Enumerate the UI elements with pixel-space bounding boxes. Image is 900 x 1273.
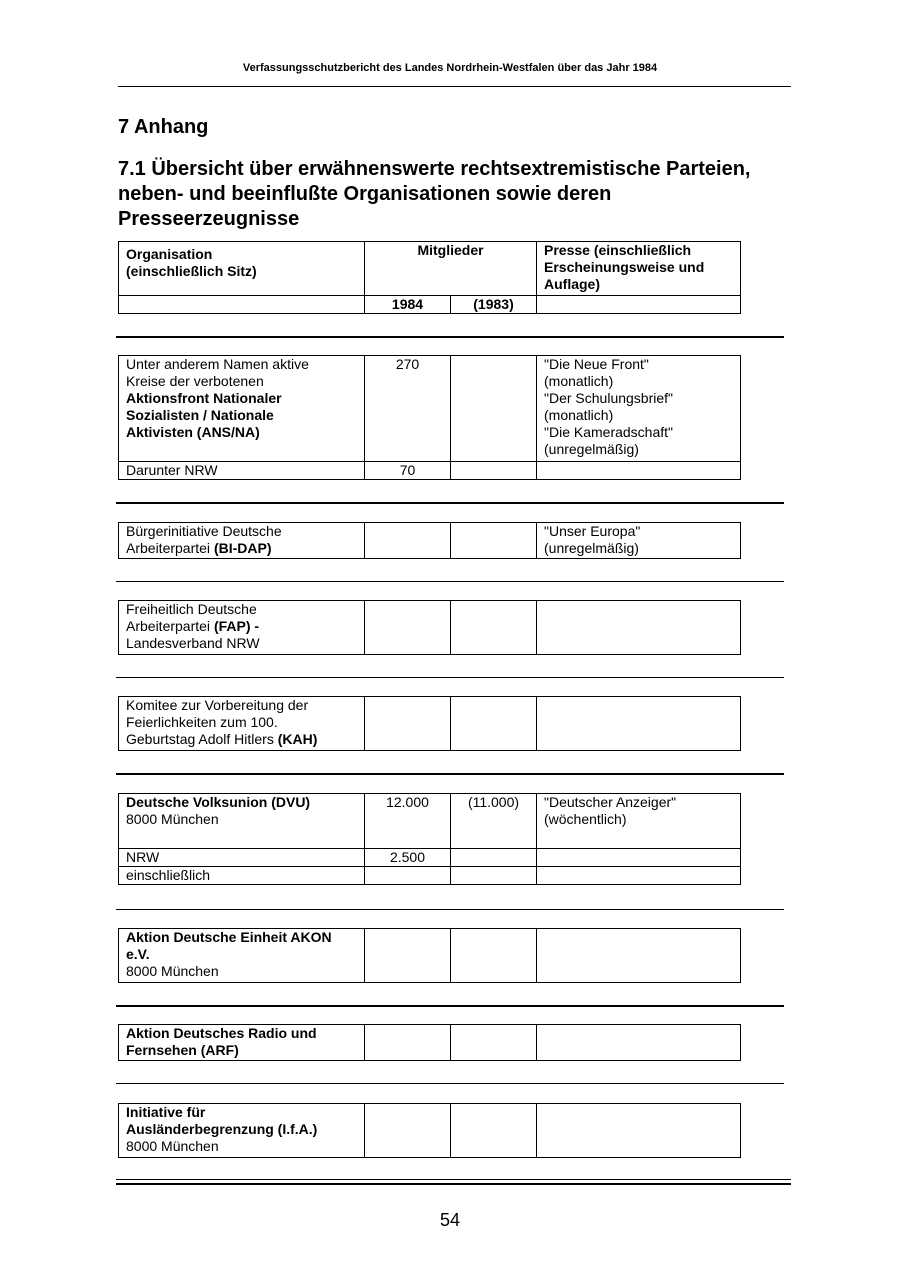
- header-press-line2: Erscheinungsweise und: [544, 259, 705, 275]
- press-cell: [537, 697, 741, 751]
- org-text: Freiheitlich Deutsche: [126, 601, 257, 617]
- members-1984-cell: 12.000: [365, 794, 451, 849]
- header-org-line2: (einschließlich Sitz): [126, 263, 257, 279]
- org-text: Kreise der verbotenen: [126, 373, 264, 389]
- section-separator: [116, 336, 784, 338]
- org-name: Deutsche Volksunion (DVU): [126, 794, 311, 810]
- sub-row-press: [537, 849, 741, 867]
- page-number: 54: [439, 1210, 461, 1230]
- sub-row-label: Darunter NRW: [119, 462, 365, 480]
- sub-row-press: [537, 462, 741, 480]
- org-name: Aktivisten (ANS/NA): [126, 424, 260, 440]
- sub-row-1984: 2.500: [365, 849, 451, 867]
- org-cell: [119, 794, 365, 849]
- members-1984-cell: [365, 697, 451, 751]
- header-press-line1: Presse (einschließlich: [544, 242, 692, 258]
- org-cell: [119, 697, 365, 751]
- running-header: Verfassungsschutzbericht des Landes Nordrhein-Westfalen über das Jahr 1984: [242, 62, 658, 74]
- section-separator: [116, 502, 784, 504]
- org-name: e.V.: [126, 946, 150, 962]
- header-org-line1: Organisation: [126, 246, 213, 262]
- members-1983-cell: (11.000): [451, 794, 537, 849]
- press-title: "Der Schulungsbrief": [544, 390, 674, 406]
- members-1984-cell: [365, 1104, 451, 1158]
- table-fap: [118, 600, 741, 655]
- org-text: Landesverband NRW: [126, 635, 260, 651]
- org-cell: [119, 929, 365, 983]
- org-text: [126, 618, 364, 635]
- org-abbreviation: (KAH): [277, 731, 318, 747]
- org-cell: [119, 601, 365, 655]
- header-press-line3: Auflage): [544, 276, 600, 292]
- press-title: "Die Kameradschaft": [544, 424, 673, 440]
- header-rule: [118, 86, 791, 87]
- members-1983-cell: [451, 1104, 537, 1158]
- org-cell: [119, 1104, 365, 1158]
- section-heading: 7.1 Übersicht über erwähnenswerte rechtsextremistische Parteien, neben- und beeinflußte Organisationen sowie deren Presseerzeugnisse: [118, 158, 751, 230]
- table-arf: [118, 1024, 741, 1061]
- org-text: Arbeiterpartei: [126, 540, 214, 556]
- table-header: [118, 241, 741, 314]
- press-cell: [537, 794, 741, 849]
- org-text: Feierlichkeiten zum 100.: [126, 714, 278, 730]
- sub-row-1984: 70: [365, 462, 451, 480]
- table-kah: [118, 696, 741, 751]
- press-title: "Unser Europa": [544, 523, 641, 539]
- org-text: Komitee zur Vorbereitung der: [126, 697, 309, 713]
- section-separator: [116, 581, 784, 582]
- press-cell: [537, 929, 741, 983]
- sub-row-1983: [451, 462, 537, 480]
- press-cell: [537, 1025, 741, 1061]
- press-title: "Deutscher Anzeiger": [544, 794, 677, 810]
- org-cell: [119, 356, 365, 462]
- footer-rule: [116, 1179, 791, 1180]
- press-frequency: (monatlich): [544, 373, 614, 389]
- org-text: [126, 540, 364, 557]
- members-1983-cell: [451, 697, 537, 751]
- table-dvu: [118, 793, 741, 885]
- org-name: Aktion Deutsches Radio und: [126, 1025, 317, 1041]
- chapter-heading: 7 Anhang: [118, 116, 209, 138]
- members-1984-cell: [365, 523, 451, 559]
- sub-row-1983: [451, 867, 537, 885]
- header-empty-cell: [119, 296, 365, 314]
- org-text: Arbeiterpartei: [126, 618, 214, 634]
- press-frequency: (wöchentlich): [544, 811, 627, 827]
- org-name: Aktion Deutsche Einheit AKON: [126, 929, 332, 945]
- members-1983-cell: [451, 523, 537, 559]
- press-frequency: (unregelmäßig): [544, 441, 639, 457]
- org-abbreviation: (FAP) -: [213, 618, 260, 634]
- org-cell: [119, 523, 365, 559]
- press-cell: [537, 523, 741, 559]
- press-cell: [537, 601, 741, 655]
- sub-row-label: NRW: [119, 849, 365, 867]
- org-cell: [119, 1025, 365, 1061]
- members-1983-cell: [451, 1025, 537, 1061]
- header-organisation: [119, 242, 365, 296]
- members-1984-cell: [365, 601, 451, 655]
- sub-row-label: einschließlich: [119, 867, 365, 885]
- org-abbreviation: (BI-DAP): [213, 540, 272, 556]
- members-1984-cell: 270: [365, 356, 451, 462]
- org-text: Geburtstag Adolf Hitlers: [126, 731, 278, 747]
- press-cell: [537, 1104, 741, 1158]
- press-cell: [537, 356, 741, 462]
- press-frequency: (monatlich): [544, 407, 614, 423]
- members-1984-cell: [365, 1025, 451, 1061]
- press-frequency: (unregelmäßig): [544, 540, 639, 556]
- header-year-1983: (1983): [451, 296, 537, 314]
- table-ans-na: [118, 355, 741, 480]
- members-1984-cell: [365, 929, 451, 983]
- section-separator: [116, 1083, 784, 1084]
- org-name: Initiative für: [126, 1104, 206, 1120]
- header-press: [537, 242, 741, 296]
- org-text: Unter anderem Namen aktive: [126, 356, 309, 372]
- org-name: Sozialisten / Nationale: [126, 407, 274, 423]
- sub-row-1984: [365, 867, 451, 885]
- section-separator: [116, 1005, 784, 1007]
- org-name: Fernsehen (ARF): [126, 1042, 239, 1058]
- org-city: 8000 München: [126, 1138, 219, 1154]
- section-separator: [116, 909, 784, 910]
- section-separator: [116, 773, 784, 775]
- press-title: "Die Neue Front": [544, 356, 649, 372]
- header-members: Mitglieder: [365, 242, 537, 296]
- header-empty-cell: [537, 296, 741, 314]
- table-akon: [118, 928, 741, 983]
- org-city: 8000 München: [126, 811, 219, 827]
- members-1983-cell: [451, 356, 537, 462]
- org-text: Bürgerinitiative Deutsche: [126, 523, 282, 539]
- section-separator: [116, 677, 784, 678]
- members-1983-cell: [451, 929, 537, 983]
- members-1983-cell: [451, 601, 537, 655]
- header-year-1984: 1984: [365, 296, 451, 314]
- table-ifa: [118, 1103, 741, 1158]
- sub-row-press: [537, 867, 741, 885]
- org-text: [126, 731, 364, 748]
- sub-row-1983: [451, 849, 537, 867]
- footer-rule: [116, 1183, 791, 1185]
- table-bi-dap: [118, 522, 741, 559]
- org-name: Aktionsfront Nationaler: [126, 390, 282, 406]
- org-name: Ausländerbegrenzung (I.f.A.): [126, 1121, 318, 1137]
- org-city: 8000 München: [126, 963, 219, 979]
